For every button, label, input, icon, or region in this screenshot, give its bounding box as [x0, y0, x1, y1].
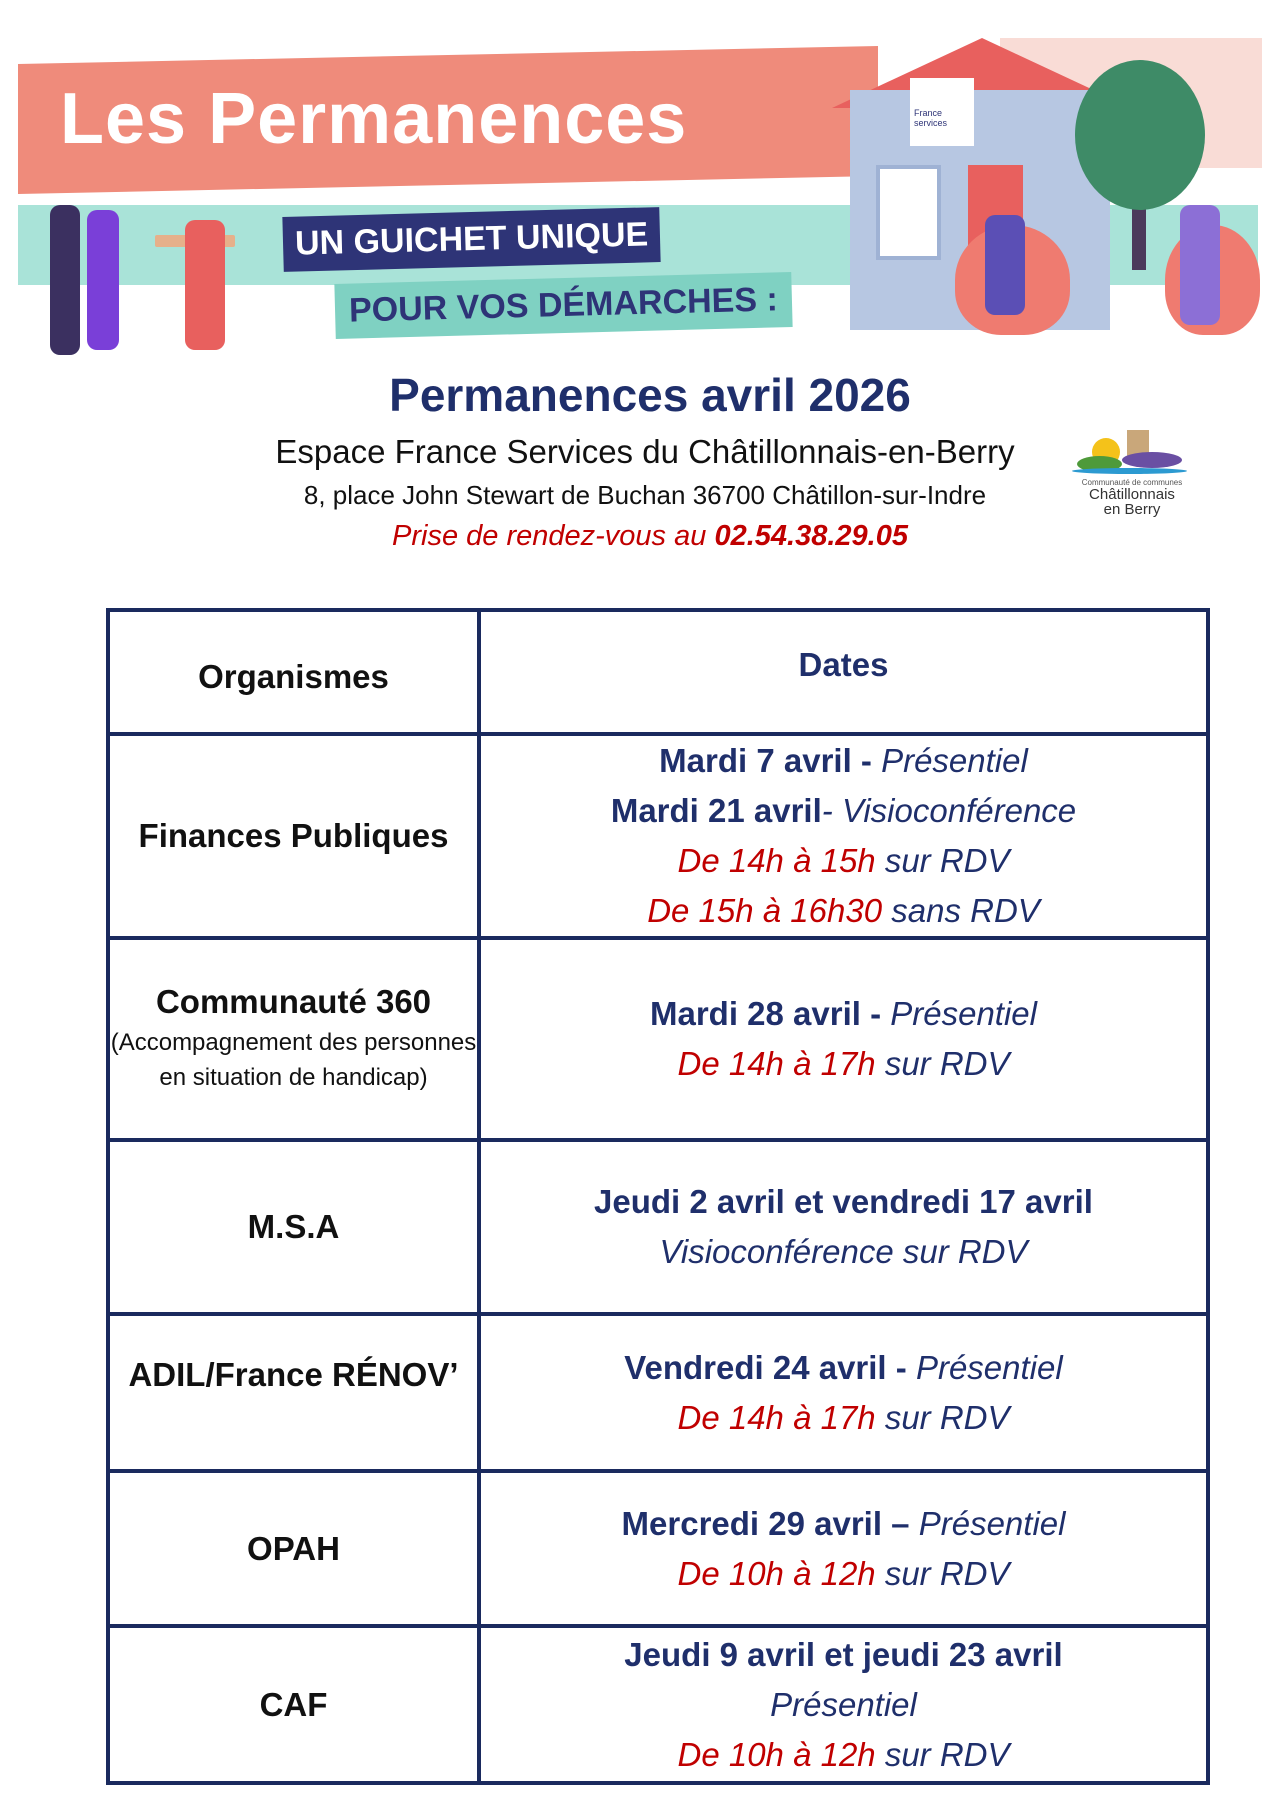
schedule-table	[106, 608, 1210, 1785]
date-text: De 10h à 12h	[677, 1735, 876, 1773]
page-title: Permanences avril 2026	[389, 369, 911, 421]
table-row	[108, 1626, 1208, 1783]
dates-cell	[479, 734, 1208, 938]
date-text: - Visioconférence	[821, 792, 1077, 829]
logo-small-text: Communauté de communes	[1081, 478, 1183, 487]
people-at-desk-illustration	[45, 200, 275, 360]
france-services-sign: France services	[910, 78, 974, 146]
date-line	[481, 1549, 1206, 1599]
date-text: sur RDV	[875, 1735, 1010, 1773]
community-logo	[1072, 430, 1192, 517]
date-text: Mardi 28 avril -	[649, 995, 891, 1032]
dates-cell	[479, 1471, 1208, 1626]
logo-name-2: en Berry	[1103, 501, 1161, 518]
organisme-description: (Accompagnement des personnes en situation de handicap)	[110, 1029, 477, 1091]
date-line	[481, 1499, 1206, 1549]
date-text: Présentiel	[918, 1504, 1066, 1542]
date-line	[481, 836, 1206, 886]
banner-tagline-1: UN GUICHET UNIQUE	[282, 207, 661, 272]
date-text: De 10h à 12h	[677, 1554, 876, 1592]
tree-illustration	[1075, 60, 1205, 210]
column-header-dates: Dates	[479, 610, 1208, 734]
organisme-cell	[108, 1314, 479, 1471]
organisme-cell	[108, 1140, 479, 1314]
date-text: Jeudi 2 avril et vendredi 17 avril	[594, 1183, 1093, 1220]
table-row	[108, 734, 1208, 938]
date-text: De 14h à 17h	[677, 1045, 876, 1082]
header-banner	[0, 0, 1280, 365]
date-line	[481, 1393, 1206, 1443]
date-text: Présentiel	[890, 995, 1037, 1032]
table-row	[108, 1314, 1208, 1471]
logo-name-1: Châtillonnais	[1089, 486, 1175, 503]
appointment-label: Prise de rendez-vous au	[392, 520, 715, 552]
date-text: Mardi 21 avril	[610, 792, 822, 829]
organisme-name: Finances Publiques	[138, 817, 449, 854]
banner-title: Les Permanences	[60, 79, 688, 159]
date-line	[481, 736, 1206, 786]
dates-cell	[479, 938, 1208, 1140]
table-header-row	[108, 610, 1208, 734]
date-text: Mardi 7 avril -	[659, 742, 882, 779]
date-text: sur RDV	[875, 842, 1010, 879]
date-line	[481, 1227, 1206, 1277]
phone-number[interactable]: 02.54.38.29.05	[714, 520, 908, 552]
date-line	[481, 1177, 1206, 1227]
date-text: Mercredi 29 avril –	[621, 1504, 919, 1542]
venue-name: Espace France Services du Châtillonnais-en-Berry	[275, 433, 1015, 470]
dates-cell	[479, 1140, 1208, 1314]
date-line	[481, 1680, 1206, 1730]
date-text: De 15h à 16h30	[647, 892, 883, 929]
organisme-cell	[108, 734, 479, 938]
dates-cell	[479, 1314, 1208, 1471]
date-text: De 14h à 15h	[677, 842, 876, 879]
date-text: Visioconférence sur RDV	[659, 1233, 1028, 1270]
organisme-name: OPAH	[247, 1529, 340, 1567]
appointment-line	[0, 520, 1280, 553]
organisme-cell	[108, 938, 479, 1140]
date-text: De 14h à 17h	[677, 1398, 876, 1436]
date-text: sur RDV	[875, 1045, 1010, 1082]
column-header-organismes: Organismes	[108, 610, 479, 734]
venue-address: 8, place John Stewart de Buchan 36700 Châtillon-sur-Indre	[303, 480, 987, 510]
organisme-cell	[108, 1471, 479, 1626]
date-line	[481, 1630, 1206, 1680]
person-illustration	[1180, 205, 1220, 325]
table-row	[108, 1471, 1208, 1626]
date-text: Jeudi 9 avril et jeudi 23 avril	[624, 1635, 1063, 1673]
date-text: Présentiel	[770, 1685, 917, 1723]
table-row	[108, 938, 1208, 1140]
table-row	[108, 1140, 1208, 1314]
organisme-name: ADIL/France RÉNOV’	[128, 1356, 459, 1393]
logo-illustration	[1072, 430, 1192, 478]
organisme-name: CAF	[259, 1685, 328, 1723]
date-text: Vendredi 24 avril -	[624, 1348, 916, 1386]
date-line	[481, 1343, 1206, 1393]
person-illustration	[985, 215, 1025, 315]
date-text: sans RDV	[882, 892, 1040, 929]
banner-tagline-2: POUR VOS DÉMARCHES :	[334, 272, 792, 339]
date-line	[481, 1039, 1206, 1089]
date-text: sur RDV	[875, 1398, 1010, 1436]
window-illustration	[876, 165, 941, 260]
date-line	[481, 886, 1206, 936]
organisme-cell	[108, 1626, 479, 1783]
organisme-name: Communauté 360	[155, 983, 432, 1020]
date-line	[481, 786, 1206, 836]
date-text: sur RDV	[875, 1554, 1010, 1592]
date-text: Présentiel	[881, 742, 1028, 779]
organisme-name: M.S.A	[247, 1208, 340, 1245]
date-line	[481, 1730, 1206, 1780]
date-line	[481, 989, 1206, 1039]
dates-cell	[479, 1626, 1208, 1783]
date-text: Présentiel	[915, 1348, 1063, 1386]
